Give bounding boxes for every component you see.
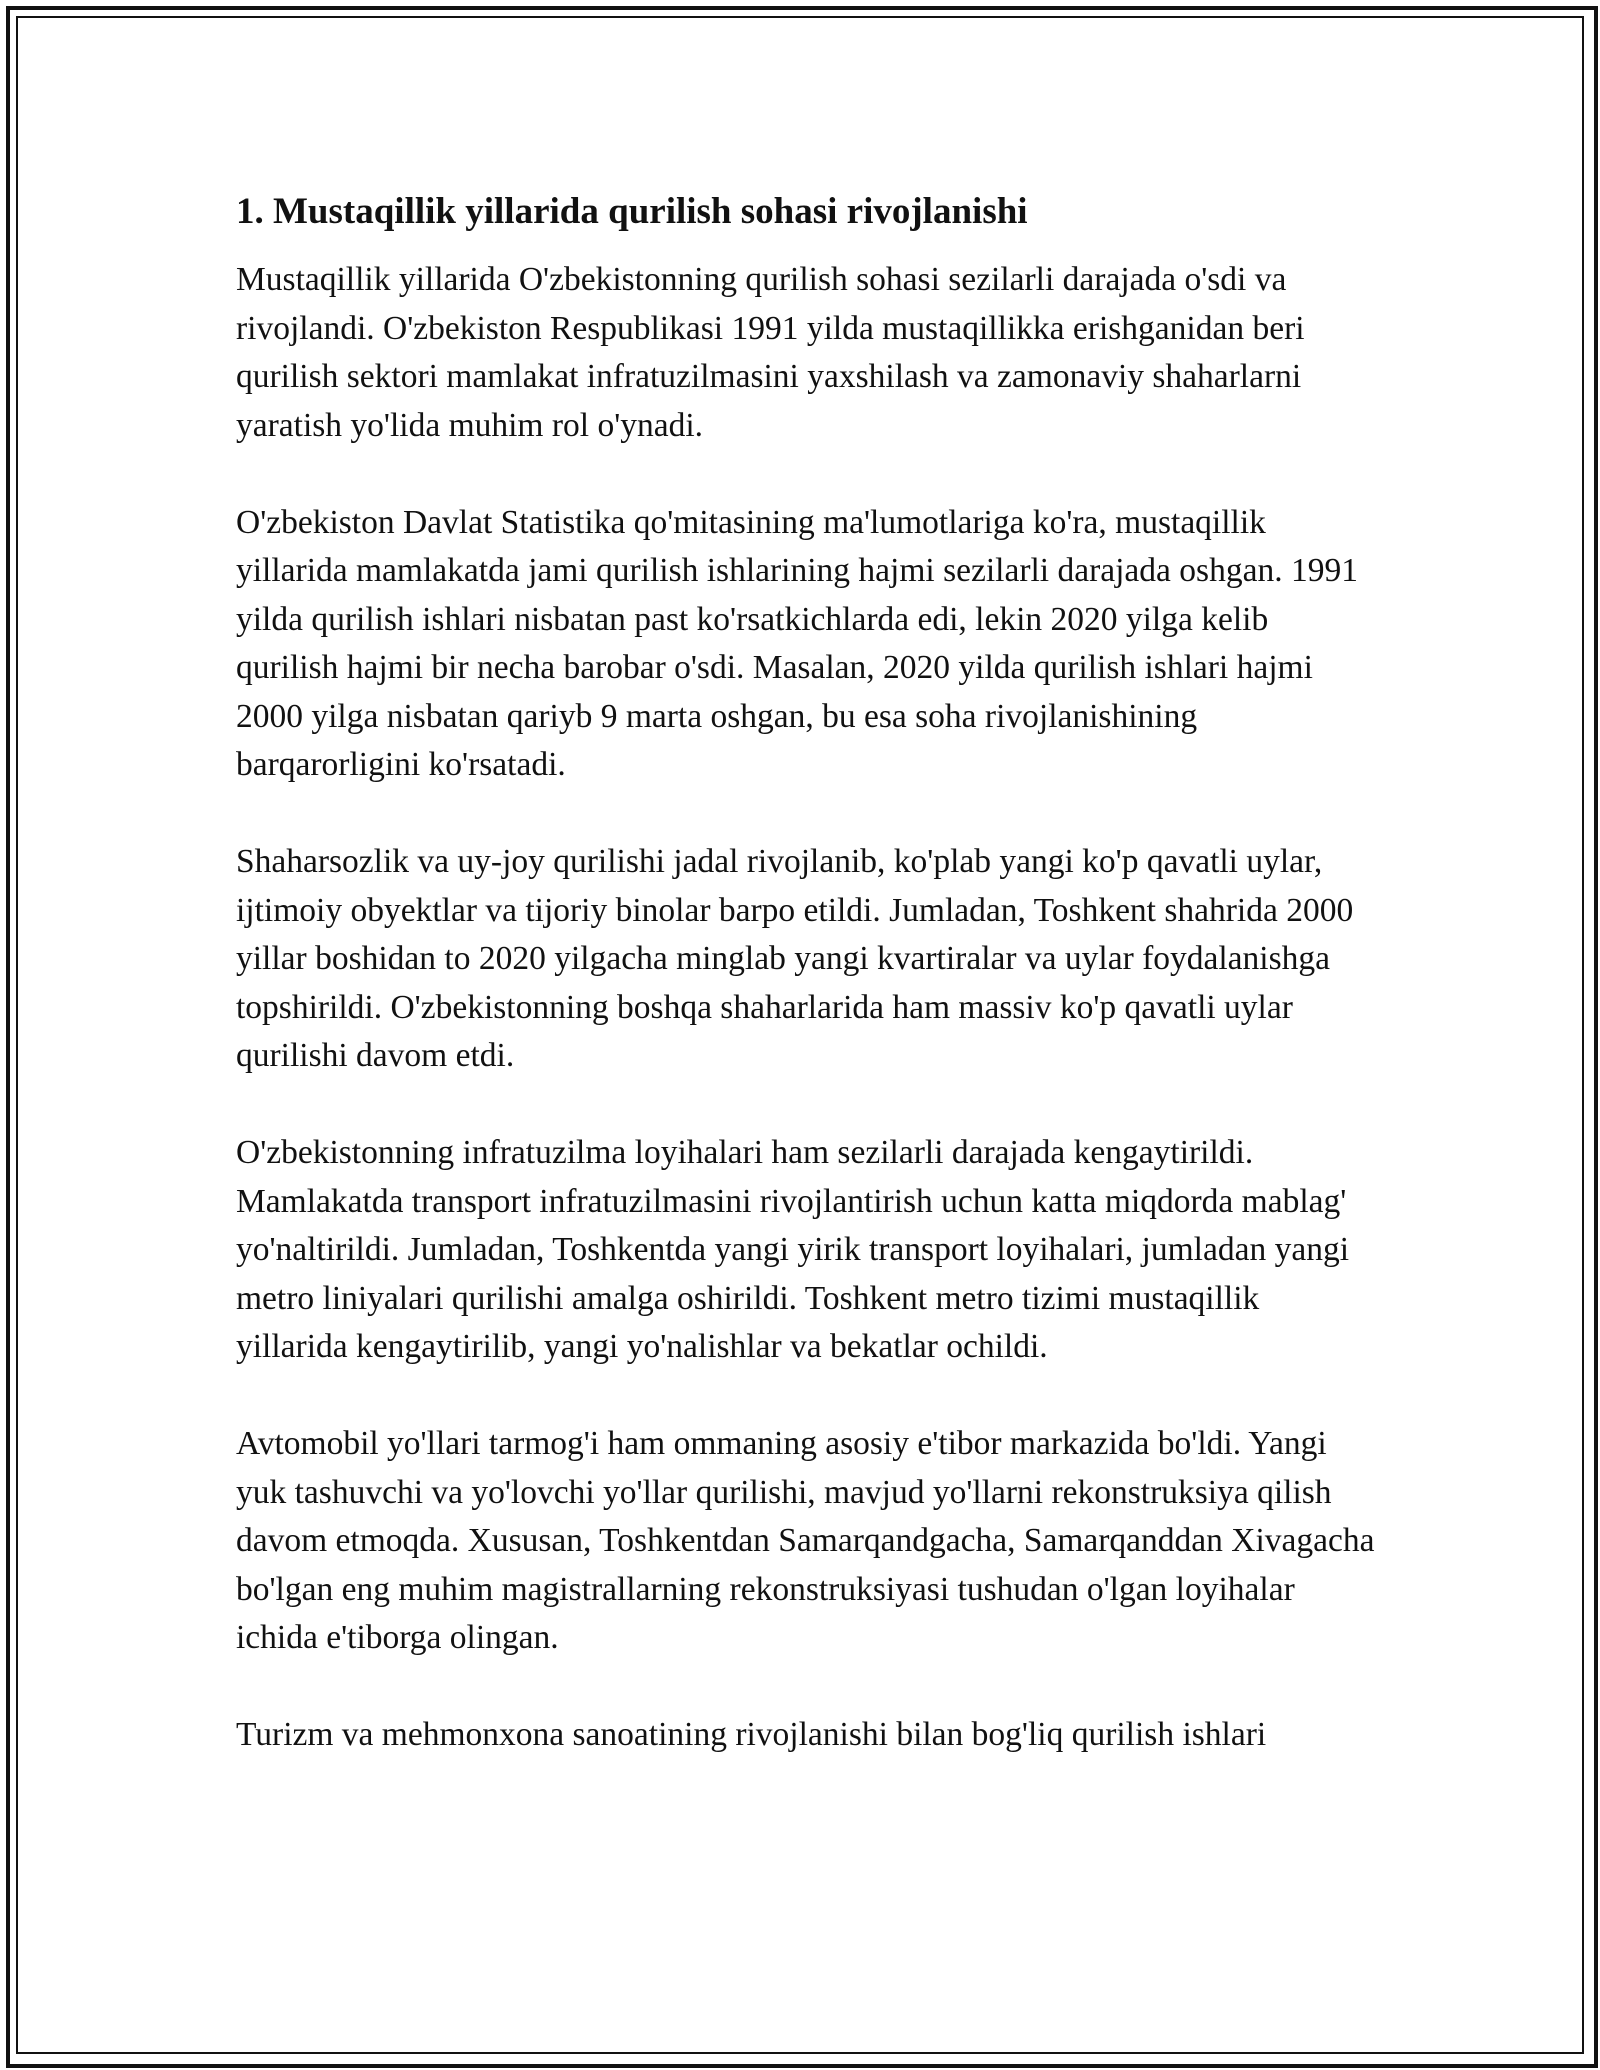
paragraph-infrastructure: O'zbekistonning infratuzilma loyihalari ham sezilarli darajada kengaytirildi. Mamlakatda transport infratuzilmasini rivojlantirish uchun katta miqdorda mablag' yo'naltirildi. Jumladan, Toshkentda yangi yirik transport loyihalari, jumladan yangi metro liniyalari qurilishi amalga oshirildi. Toshkent metro tizimi mustaqillik yillarida kengaytirilib, yangi yo'nalishlar va bekatlar ochildi.	[236, 1134, 1350, 1365]
paragraph-intro: Mustaqillik yillarida O'zbekistonning qurilish sohasi sezilarli darajada o'sdi va rivojlandi. O'zbekiston Respublikasi 1991 yilda mustaqillikka erishganidan beri qurilish sektori mamlakat infratuzilmasini yaxshilash va zamonaviy shaharlarni yaratish yo'lida muhim rol o'ynadi.	[236, 261, 1305, 444]
paragraph-housing: Shaharsozlik va uy-joy qurilishi jadal rivojlanib, ko'plab yangi ko'p qavatli uylar, ijtimoiy obyektlar va tijoriy binolar barpo etildi. Jumladan, Toshkent shahrida 2000 yillar boshidan to 2020 yilgacha minglab yangi kvartiralar va uylar foydalanishga topshirildi. O'zbekistonning boshqa shaharlarida ham massiv ko'p qavatli uylar qurilishi davom etdi.	[236, 843, 1354, 1074]
paragraph-roads: Avtomobil yo'llari tarmog'i ham ommaning asosiy e'tibor markazida bo'ldi. Yangi yuk tashuvchi va yo'lovchi yo'llar qurilishi, mavjud yo'llarni rekonstruksiya qilish davom etmoqda. Xususan, Toshkentdan Samarqandgacha, Samarqanddan Xivagacha bo'lgan eng muhim magistrallarning rekonstruksiyasi tushudan o'lgan loyihalar ichida e'tiborga olingan.	[236, 1425, 1375, 1656]
document-body	[236, 188, 1376, 1808]
paragraph-tourism: Turizm va mehmonxona sanoatining rivojlanishi bilan bog'liq qurilish ishlari	[236, 1716, 1267, 1753]
paragraph-statistics: O'zbekiston Davlat Statistika qo'mitasining ma'lumotlariga ko'ra, mustaqillik yillarida mamlakatda jami qurilish ishlarining hajmi sezilarli darajada oshgan. 1991 yilda qurilish ishlari nisbatan past ko'rsatkichlarda edi, lekin 2020 yilga kelib qurilish hajmi bir necha barobar o'sdi. Masalan, 2020 yilda qurilish ishlari hajmi 2000 yilga nisbatan qariyb 9 marta oshgan, bu esa soha rivojlanishining barqarorligini ko'rsatadi.	[236, 503, 1358, 783]
section-heading: 1. Mustaqillik yillarida qurilish sohasi rivojlanishi	[236, 191, 1028, 232]
